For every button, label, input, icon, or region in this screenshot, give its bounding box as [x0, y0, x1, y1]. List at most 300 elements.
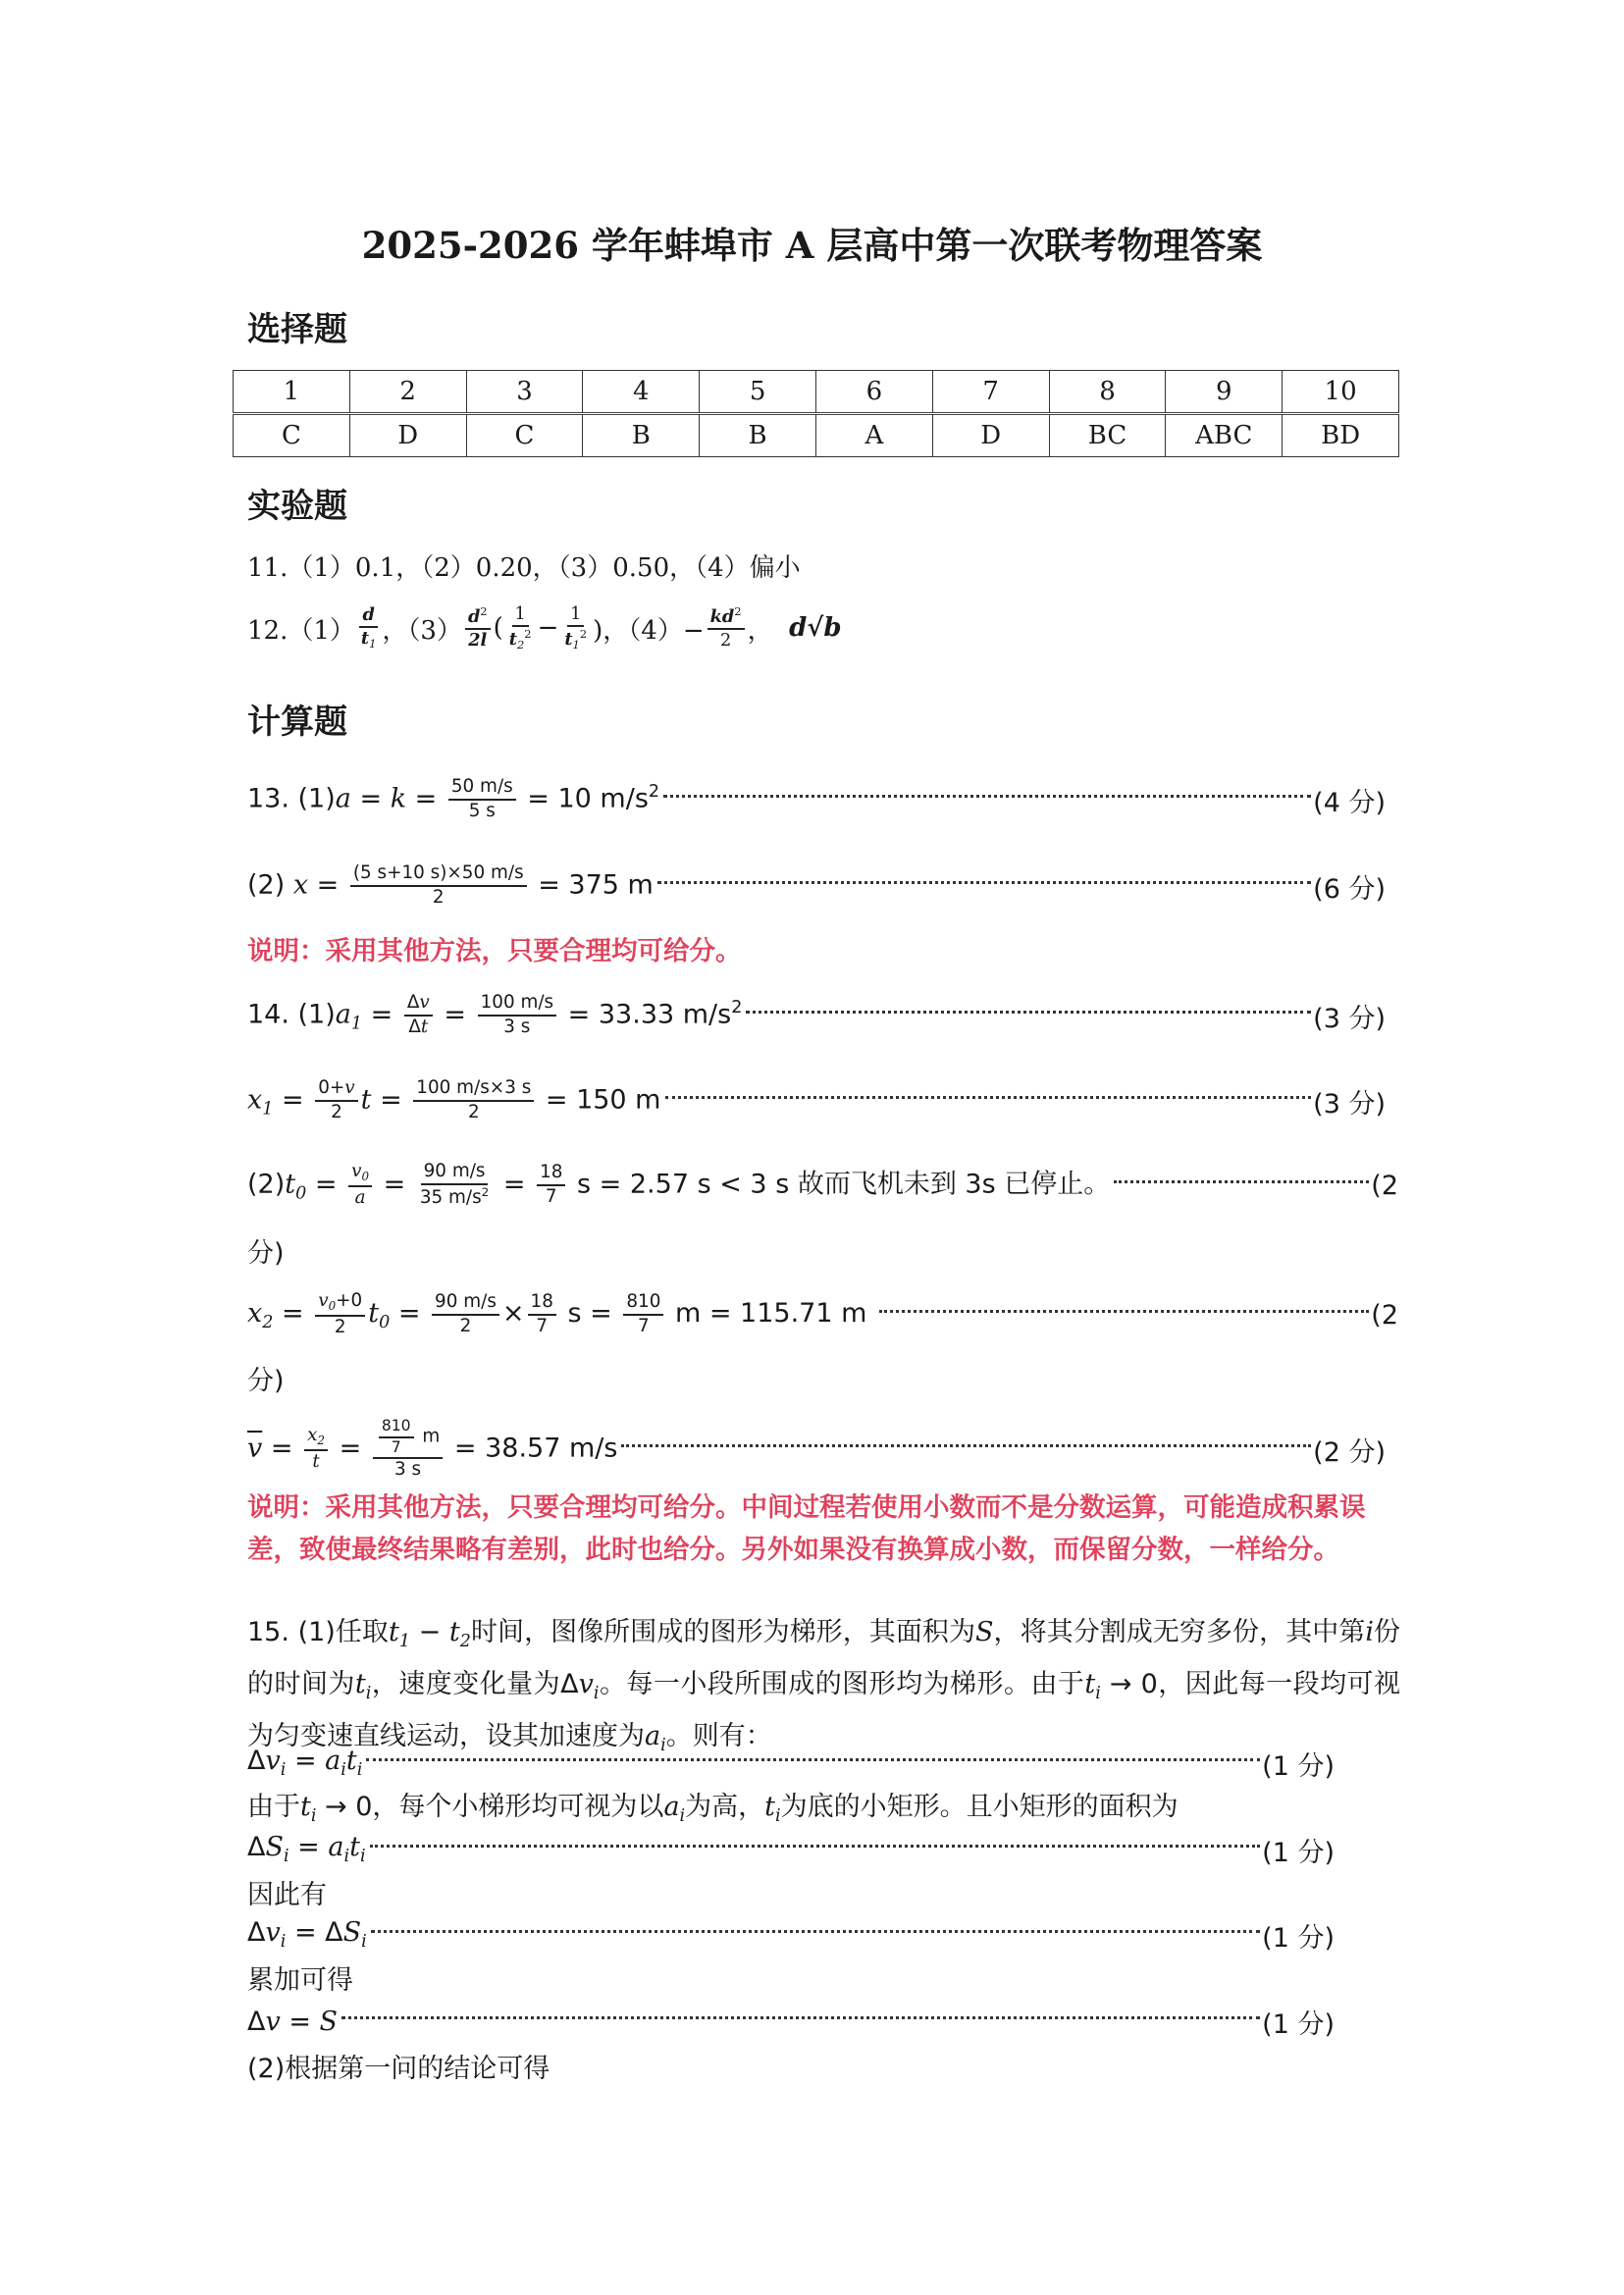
text-run: → 0，因此每一段均可视为匀变速直线运动，设其加速度为 — [247, 1669, 1401, 1752]
text-run: (2) — [247, 869, 293, 901]
fraction-numerator — [478, 992, 557, 1017]
text-run: +0 — [336, 1290, 363, 1312]
math-sub: i — [280, 1760, 287, 1781]
section-heading-calc: 计算题 — [247, 703, 347, 742]
math-sub: 1 — [572, 638, 580, 652]
score-label: (3 分) — [1313, 1003, 1386, 1034]
text-run: 由于 — [247, 1791, 300, 1822]
answer-cell: D — [349, 414, 466, 457]
text-run: 3 s — [503, 1017, 531, 1037]
score-label: (1 分) — [1262, 1750, 1335, 1782]
text-run: 11.（1）0.1，（2）0.20，（3）0.50，（4）偏小 — [247, 552, 801, 583]
answer-cell: D — [932, 414, 1049, 457]
text-run: Δ — [247, 2006, 266, 2037]
text-run: (5 s+10 s)×50 m/s — [352, 862, 524, 884]
fraction — [465, 604, 491, 652]
dot-leader — [879, 1310, 1369, 1313]
math-sub: i — [775, 1806, 781, 1827]
grading-note: 说明：采用其他方法，只要合理均可给分。中间过程若使用小数而不是分数运算，可能造成积累误差，致使最终结果略有差别，此时也给分。另外如果没有换算成小数，而保留分数，一样给分。 — [247, 1492, 1366, 1565]
fraction — [315, 1077, 357, 1124]
text-run: 1 — [514, 604, 526, 625]
fraction-denominator — [506, 627, 535, 652]
fraction-denominator — [417, 1185, 492, 1210]
text-run: × — [501, 1298, 525, 1330]
math-sub: i — [365, 1684, 372, 1704]
math-i: S — [342, 1917, 362, 1949]
math-i: v — [351, 1161, 362, 1182]
text-run: 15. (1)任取 — [247, 1617, 389, 1647]
answer-11 — [247, 548, 801, 583]
fraction-numerator — [348, 1161, 372, 1186]
math-i: i — [1365, 1617, 1374, 1647]
text-run: s = 2.57 s < 3 s 故而飞机未到 3s 已停止。 — [568, 1169, 1111, 1200]
dot-leader — [621, 1444, 1311, 1447]
fraction-denominator — [328, 1102, 345, 1124]
text-run: = — [286, 1746, 326, 1777]
text-run: Δ — [408, 1017, 421, 1037]
text-run: 为底的小矩形。且小矩形的面积为 — [780, 1791, 1179, 1822]
text-run: 1 — [570, 604, 582, 625]
answer-expression — [247, 992, 742, 1039]
text-run: Δ — [247, 1746, 266, 1777]
answer-cell: BD — [1283, 414, 1399, 457]
text-run: Δ — [406, 992, 420, 1014]
grading-note: 说明：采用其他方法，只要合理均可给分。 — [247, 936, 742, 966]
fraction-numerator — [379, 1417, 414, 1438]
math-i: S — [975, 1617, 994, 1647]
math-i: a — [354, 1186, 366, 1208]
text-run: 。则有： — [665, 1721, 772, 1752]
question-number-cell: 6 — [815, 371, 932, 414]
math-sup: 2 — [731, 997, 743, 1017]
dot-leader — [341, 2016, 1260, 2019]
text-run: 0+ — [318, 1077, 345, 1099]
fraction-denominator — [332, 1317, 349, 1339]
text-run: ，（3） — [382, 615, 462, 646]
text-run: 时间，图像所围成的图形为梯形，其面积为 — [470, 1617, 975, 1647]
math-sub: i — [679, 1806, 686, 1827]
text-run: = 150 m — [537, 1084, 661, 1116]
text-run: 50 m/s — [450, 776, 513, 798]
text-run: s = — [558, 1298, 621, 1330]
fraction-denominator — [392, 1459, 424, 1482]
table-row-question-numbers — [234, 371, 1399, 414]
text-run: 累加可得 — [247, 1964, 353, 1996]
text-run: 810 — [626, 1291, 661, 1313]
answer-expression — [247, 2047, 550, 2085]
text-run: 为高， — [685, 1791, 765, 1822]
math-i: t — [448, 1617, 460, 1647]
answer-cell: B — [583, 414, 700, 457]
fraction-numerator — [315, 1290, 365, 1316]
text-run: (2) — [247, 1169, 286, 1200]
answer-expression — [247, 1417, 617, 1482]
question-number-cell: 8 — [1049, 371, 1166, 414]
math-i: k — [390, 783, 407, 814]
fraction — [413, 1077, 534, 1124]
question-number-cell: 3 — [466, 371, 583, 414]
answer-12 — [247, 599, 842, 657]
score-label: (2 — [1371, 1170, 1398, 1201]
math-i: v — [265, 1917, 281, 1949]
answer-line — [247, 1417, 1386, 1481]
answer-line — [247, 857, 1386, 915]
math-i: t — [312, 1450, 320, 1472]
text-run: 12.（1） — [247, 615, 355, 646]
question-number-cell: 5 — [700, 371, 816, 414]
fraction-denominator — [430, 887, 447, 910]
text-run: 。每一小段所围成的图形均为梯形。由于 — [599, 1669, 1085, 1700]
math-sup: 2 — [579, 627, 588, 642]
fraction-numerator — [567, 603, 584, 627]
fraction-numerator — [315, 1077, 357, 1102]
math-sub: i — [310, 1806, 317, 1827]
text-run: = — [280, 2006, 320, 2037]
math-sub: i — [280, 1932, 287, 1953]
math-i: a — [645, 1721, 661, 1752]
fraction-numerator — [707, 604, 745, 630]
math-i: a — [335, 999, 351, 1030]
text-run: = 375 m — [529, 869, 654, 901]
answer-cell: BC — [1049, 414, 1166, 457]
answer-expression — [247, 1958, 353, 1997]
fraction-denominator — [466, 801, 498, 823]
text-run: 13. (1) — [247, 783, 336, 814]
math-i: a — [335, 783, 351, 814]
text-run: = 10 m/s — [518, 783, 649, 814]
answer-expression — [247, 1290, 875, 1338]
fraction-numerator — [537, 1162, 565, 1186]
text-run: = — [406, 783, 445, 814]
score-label: (6 分) — [1313, 873, 1386, 905]
text-run: = 33.33 m/s — [559, 999, 732, 1030]
fraction-numerator — [350, 862, 527, 887]
score-label-continued: 分) — [247, 1366, 285, 1396]
math-sub: i — [356, 1760, 363, 1781]
fraction — [417, 1161, 492, 1210]
text-run: 90 m/s — [435, 1291, 497, 1313]
fraction-numerator — [404, 992, 433, 1017]
math-i: t — [345, 1746, 357, 1777]
math-i: v — [344, 1077, 355, 1099]
score-label-continued: 分) — [247, 1238, 285, 1269]
text-run: = — [371, 1084, 411, 1116]
text-run: m = 115.71 m — [666, 1298, 875, 1330]
fraction-numerator — [448, 776, 516, 801]
score-label: (1 分) — [1262, 1922, 1335, 1954]
dot-leader — [665, 1096, 1312, 1099]
text-run: = — [331, 1433, 370, 1464]
math-sub: 0 — [361, 1170, 370, 1184]
question-number-cell: 2 — [349, 371, 466, 414]
text-run: = — [362, 999, 401, 1030]
fraction — [537, 1162, 565, 1209]
dot-leader — [746, 1011, 1311, 1014]
text-run: → 0，每个小梯形均可视为以 — [316, 1791, 664, 1822]
score-label: (1 分) — [1262, 1837, 1335, 1868]
question-number-cell: 1 — [234, 371, 350, 414]
math-i: t — [420, 1017, 429, 1037]
fraction-numerator — [359, 604, 377, 628]
answer-cell: C — [466, 414, 583, 457]
math-sub: i — [1095, 1684, 1101, 1704]
math-i: a — [328, 1832, 344, 1863]
fraction-denominator — [635, 1316, 653, 1338]
fraction-denominator — [561, 627, 590, 652]
fraction-numerator — [304, 1425, 328, 1450]
math-i: v — [265, 1746, 281, 1777]
fraction-denominator — [358, 628, 379, 651]
text-run: 2 — [467, 1102, 480, 1122]
math-b: kd — [709, 605, 735, 627]
math-sub: 1 — [262, 1099, 274, 1120]
fraction — [623, 1291, 663, 1338]
math-i: v — [265, 2006, 281, 2037]
answer-line — [247, 1820, 1335, 1879]
fraction-denominator — [309, 1451, 322, 1474]
fraction-denominator — [389, 1438, 404, 1458]
fraction-denominator — [533, 1316, 550, 1338]
math-sub: i — [593, 1684, 600, 1704]
text-run: 2 — [459, 1316, 472, 1336]
text-run: 100 m/s — [480, 992, 554, 1014]
text-run: 因此有 — [247, 1879, 327, 1910]
math-i: S — [319, 2006, 339, 2037]
answer-expression — [247, 862, 654, 910]
text-run: − — [410, 1617, 449, 1647]
math-i: t — [349, 1832, 360, 1863]
text-run: 18 — [530, 1291, 553, 1313]
text-run: ( — [493, 613, 503, 643]
math-sub: i — [283, 1847, 289, 1867]
math-b: t — [508, 629, 517, 651]
table-row-answers — [234, 414, 1399, 457]
text-run: ，速度变化量为Δ — [371, 1669, 579, 1700]
math-i: t — [1084, 1669, 1096, 1700]
math-sup: 2 — [480, 603, 488, 618]
math-sup: 2 — [734, 603, 742, 618]
fraction-numerator — [512, 603, 529, 627]
answer-expression — [247, 2007, 338, 2037]
fraction — [379, 1417, 414, 1457]
math-sub: 2 — [317, 1434, 326, 1448]
fraction — [448, 776, 516, 823]
text-run: 2 — [334, 1316, 346, 1337]
answer-line — [247, 1071, 1386, 1130]
text-run: Δ — [247, 1832, 266, 1863]
text-run: 18 — [540, 1162, 563, 1183]
answer-expression — [247, 776, 659, 823]
text-run: = — [435, 999, 475, 1030]
fraction-denominator — [717, 630, 734, 652]
fraction — [478, 992, 557, 1039]
text-run: 7 — [638, 1316, 650, 1336]
score-label: (2 — [1371, 1299, 1398, 1330]
section-heading-experiment: 实验题 — [247, 487, 347, 526]
math-i: x — [247, 1084, 263, 1116]
math-sub: i — [361, 1932, 367, 1953]
fraction-numerator — [413, 1077, 534, 1102]
math-i: x — [247, 1298, 263, 1330]
math-sup: 2 — [481, 1184, 490, 1199]
text-run: = — [350, 783, 391, 814]
text-run: ， — [747, 615, 790, 646]
math-sub: 0 — [328, 1299, 337, 1314]
text-run: 2 — [331, 1102, 342, 1122]
fraction-denominator — [543, 1186, 560, 1209]
math-sup: 2 — [524, 627, 532, 642]
math-b: 2l — [468, 629, 488, 651]
dot-leader — [663, 795, 1311, 798]
text-run: = — [273, 1084, 313, 1116]
text-run: = — [390, 1298, 430, 1330]
fraction-denominator — [465, 630, 490, 652]
text-run: 2 — [719, 630, 732, 651]
text-run: = — [375, 1169, 414, 1200]
fraction-numerator — [373, 1417, 444, 1459]
fraction — [315, 1290, 365, 1338]
math-i: t — [360, 1084, 372, 1116]
fraction — [350, 862, 527, 910]
math-sub: 0 — [379, 1313, 391, 1333]
text-run: 35 m/s — [419, 1187, 482, 1209]
text-run: m — [416, 1426, 441, 1447]
dot-leader — [1114, 1180, 1369, 1183]
answer-line — [247, 1905, 1335, 1964]
text-run: 7 — [545, 1186, 557, 1207]
math-i: v — [318, 1290, 329, 1312]
math-b: t — [360, 628, 370, 650]
fraction-denominator — [352, 1187, 369, 1210]
answer-line — [247, 770, 1386, 829]
answer-expression — [247, 1077, 661, 1124]
math-sub: i — [660, 1736, 666, 1756]
answer-cell: A — [815, 414, 932, 457]
math-sub: 1 — [350, 1014, 363, 1034]
math-i: t — [368, 1298, 380, 1330]
math-sub: 2 — [459, 1632, 471, 1652]
math-i: t — [300, 1791, 311, 1822]
fraction-numerator — [421, 1161, 489, 1185]
math-i: t — [764, 1791, 776, 1822]
math-sub: i — [341, 1760, 346, 1781]
text-run: 810 — [381, 1417, 411, 1435]
text-run: 100 m/s×3 s — [416, 1077, 532, 1099]
text-run: = — [273, 1298, 313, 1330]
math-sup: 2 — [648, 781, 660, 802]
question-number-cell: 10 — [1283, 371, 1399, 414]
dot-leader — [371, 1930, 1260, 1933]
dot-leader — [370, 1845, 1261, 1848]
fraction — [358, 604, 379, 651]
text-run: ，将其分割成无穷多份，其中第 — [993, 1617, 1366, 1647]
score-label: (2 分) — [1313, 1436, 1386, 1468]
math-b: d — [362, 604, 375, 626]
section-heading-choice: 选择题 — [247, 310, 347, 349]
fraction — [707, 604, 745, 652]
score-label: (3 分) — [1313, 1088, 1386, 1120]
text-run: = — [308, 869, 347, 901]
math-i: a — [325, 1746, 341, 1777]
fraction-denominator — [500, 1017, 533, 1039]
text-run: = Δ — [286, 1917, 343, 1949]
text-run: = — [288, 1832, 329, 1863]
text-run: 份的时间为 — [247, 1617, 1401, 1700]
page-title: 2025-2026 学年蚌埠市 A 层高中第一次联考物理答案 — [361, 224, 1263, 267]
question-number-cell: 4 — [583, 371, 700, 414]
text-run: = — [262, 1433, 302, 1464]
text-run: 5 s — [468, 801, 496, 821]
math-sub: 0 — [295, 1183, 307, 1204]
text-run: − — [537, 613, 559, 643]
fraction — [561, 603, 590, 652]
fraction — [506, 603, 535, 652]
math-b: d — [467, 605, 481, 627]
fraction-denominator — [405, 1017, 431, 1039]
fraction-numerator — [623, 1291, 663, 1316]
fraction-numerator — [432, 1291, 499, 1316]
fraction — [404, 992, 433, 1039]
math-i: t — [354, 1669, 366, 1700]
score-label: (4 分) — [1313, 787, 1386, 818]
text-run: 90 m/s — [423, 1160, 486, 1181]
answer-text — [247, 2036, 550, 2095]
math-sub: i — [359, 1847, 366, 1867]
math-i: S — [265, 1832, 284, 1863]
fraction-denominator — [457, 1316, 475, 1338]
math-i: v — [419, 992, 430, 1014]
fraction — [432, 1291, 499, 1338]
text-run: = — [306, 1169, 346, 1200]
text-run: 14. (1) — [247, 999, 336, 1030]
math-sub: 1 — [369, 637, 377, 652]
text-run: = 38.57 m/s — [445, 1433, 618, 1464]
fraction — [373, 1417, 444, 1482]
dot-leader — [366, 1758, 1260, 1761]
choice-answer-table — [233, 370, 1399, 457]
math-sub: 2 — [262, 1313, 274, 1333]
math-i: x — [307, 1425, 318, 1446]
math-sub: 1 — [398, 1632, 410, 1652]
math-b: d√b — [789, 613, 842, 643]
math-i: x — [292, 869, 309, 901]
question-number-cell: 9 — [1166, 371, 1283, 414]
math-sub: 2 — [516, 638, 525, 652]
score-label: (1 分) — [1262, 2008, 1335, 2040]
text-run: 7 — [391, 1437, 401, 1456]
math-b: t — [564, 629, 573, 651]
text-run: 7 — [536, 1316, 549, 1336]
answer-line — [247, 1156, 1398, 1215]
question-number-cell: 7 — [932, 371, 1049, 414]
math-i: a — [663, 1791, 680, 1822]
text-run: )，（4）− — [593, 615, 705, 646]
answer-cell: ABC — [1166, 414, 1283, 457]
answer-line — [247, 1285, 1398, 1344]
fraction — [348, 1161, 372, 1209]
math-ov: $\overline{v}$ — [247, 1433, 263, 1464]
text-run: (2)根据第一问的结论可得 — [247, 2053, 550, 2084]
answer-cell: C — [234, 414, 350, 457]
fraction — [304, 1425, 328, 1473]
text-run: Δ — [247, 1917, 266, 1949]
math-sub: i — [343, 1847, 350, 1867]
fraction-numerator — [465, 604, 491, 630]
answer-expression — [247, 1161, 1110, 1210]
text-run: = — [495, 1169, 535, 1200]
dot-leader — [657, 881, 1311, 884]
fraction-numerator — [528, 1291, 556, 1316]
